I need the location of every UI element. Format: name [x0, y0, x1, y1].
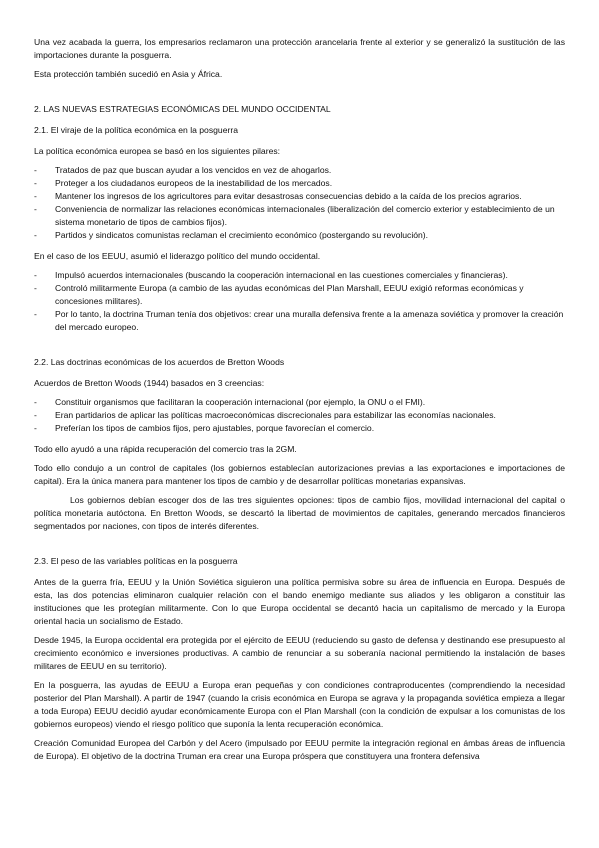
list-item: - Mantener los ingresos de los agricultores para evitar desastrosas consecuencias debido a la caída de los precios agrarios.	[34, 191, 522, 201]
section-2-1-usa-bullet-list	[34, 269, 565, 334]
section-2-2-paragraph-1: Todo ello ayudó a una rápida recuperación del comercio tras la 2GM.	[34, 444, 297, 454]
list-item: - Controló militarmente Europa (a cambio de las ayudas económicas del Plan Marshall, EEUU exigió reformas económicas y concesiones militares).	[34, 283, 524, 306]
list-item: - Proteger a los ciudadanos europeos de la inestabilidad de los mercados.	[34, 178, 333, 188]
bullet-marker: -	[34, 410, 37, 420]
list-item: - Conveniencia de normalizar las relaciones económicas internacionales (liberalización del comercio exterior y establecimiento de un sistema monetario de tipos de cambios fijos).	[34, 204, 555, 227]
bullet-marker: -	[34, 204, 37, 214]
section-2-3-paragraph-2: Desde 1945, la Europa occidental era protegida por el ejército de EEUU (reduciendo su gasto de defensa y destinando ese presupuesto al crecimiento económico e inversiones productivas. A cambio de renunciar a su soberanía nacional permitiendo la instalación de bases militares de EEUU en su territorio).	[34, 635, 565, 671]
section-2-1-usa-lead: En el caso de los EEUU, asumió el liderazgo político del mundo occidental.	[34, 251, 321, 261]
section-2-2-paragraph-3: Los gobiernos debían escoger dos de las tres siguientes opciones: tipos de cambio fijos, movilidad internacional del capital o política monetaria autóctona. En Bretton Woods, se descartó la libertad de movimientos de capitales, generando mercados financieros segmentados por naciones, con tipos de interés diferentes.	[34, 495, 565, 531]
list-item: - Impulsó acuerdos internacionales (buscando la cooperación internacional en las cuestiones comerciales y financieras).	[34, 270, 508, 280]
section-2-3-paragraph-4: Creación Comunidad Europea del Carbón y del Acero (impulsado por EEUU permite la integración regional en ámbas áreas de influencia de Europa). El objetivo de la doctrina Truman era crear una Europa próspera que constituyera una frontera defensiva	[34, 738, 565, 761]
bullet-marker: -	[34, 165, 37, 175]
section-2-2-lead: Acuerdos de Bretton Woods (1944) basados en 3 creencias:	[34, 378, 265, 388]
bullet-marker: -	[34, 178, 37, 188]
bullet-marker: -	[34, 283, 37, 293]
list-item: - Partidos y sindicatos comunistas reclaman el crecimiento económico (postergando su revolución).	[34, 230, 429, 240]
section-2-1-lead: La política económica europea se basó en los siguientes pilares:	[34, 146, 281, 156]
list-item: - Tratados de paz que buscan ayudar a los vencidos en vez de ahogarlos.	[34, 165, 332, 175]
list-item: - Por lo tanto, la doctrina Truman tenía dos objetivos: crear una muralla defensiva frente a la amenaza soviética y promover la creación del mercado europeo.	[34, 309, 564, 332]
intro-paragraph-1: Una vez acabada la guerra, los empresarios reclamaron una protección arancelaria frente al exterior y se generalizó la sustitución de las importaciones durante la posguerra.	[34, 37, 565, 60]
bullet-marker: -	[34, 230, 37, 240]
section-2-2-bullet-list	[34, 396, 565, 435]
bullet-marker: -	[34, 397, 37, 407]
section-2-heading: 2. LAS NUEVAS ESTRATEGIAS ECONÓMICAS DEL MUNDO OCCIDENTAL	[34, 104, 331, 114]
section-2-2-heading: 2.2. Las doctrinas económicas de los acuerdos de Bretton Woods	[34, 357, 285, 367]
section-2-1-heading: 2.1. El viraje de la política económica en la posguerra	[34, 125, 238, 135]
list-item: - Eran partidarios de aplicar las políticas macroeconómicas discrecionales para estabilizar las economías nacionales.	[34, 410, 496, 420]
section-2-2-paragraph-2: Todo ello condujo a un control de capitales (los gobiernos establecían autorizaciones previas a las exportaciones e importaciones de capital). Era la única manera para mantener los tipos de cambio y de desarrollar políticas monetarias expansivas.	[34, 463, 565, 486]
bullet-marker: -	[34, 191, 37, 201]
section-2-3-paragraph-3: En la posguerra, las ayudas de EEUU a Europa eran pequeñas y con condiciones contraproducentes (comprendiendo la necesidad posterior del Plan Marshall). A partir de 1947 (cuando la crisis económica en Europa se agrava y la propaganda soviética empieza a llegar a toda Europa) EEUU decidió ayudar económicamente Europa con el Plan Marshall (con la condición de expulsar a los comunistas de los gobiernos europeos) viendo el riesgo político que suponía la lenta recuperación económica.	[34, 680, 565, 729]
bullet-marker: -	[34, 270, 37, 280]
bullet-marker: -	[34, 309, 37, 319]
intro-paragraph-2: Esta protección también sucedió en Asia y África.	[34, 69, 223, 79]
list-item: - Preferían los tipos de cambios fijos, pero ajustables, porque favorecían el comercio.	[34, 423, 375, 433]
section-2-1-bullet-list	[34, 164, 565, 242]
section-2-3-heading: 2.3. El peso de las variables políticas en la posguerra	[34, 556, 238, 566]
bullet-marker: -	[34, 423, 37, 433]
list-item: - Constituir organismos que facilitaran la cooperación internacional (por ejemplo, la ONU o el FMI).	[34, 397, 426, 407]
section-2-3-paragraph-1: Antes de la guerra fría, EEUU y la Unión Soviética siguieron una política permisiva sobre su área de influencia en Europa. Después de esta, las dos potencias eliminaron cualquier relación con el bando enemigo mediante sus aliados y les obligaron a constituir las instituciones que les protegían militarmente. Con lo que Europa occidental se decantó hacia un capitalismo de mercado y la Europa oriental hacia un socialismo de Estado.	[34, 577, 565, 626]
